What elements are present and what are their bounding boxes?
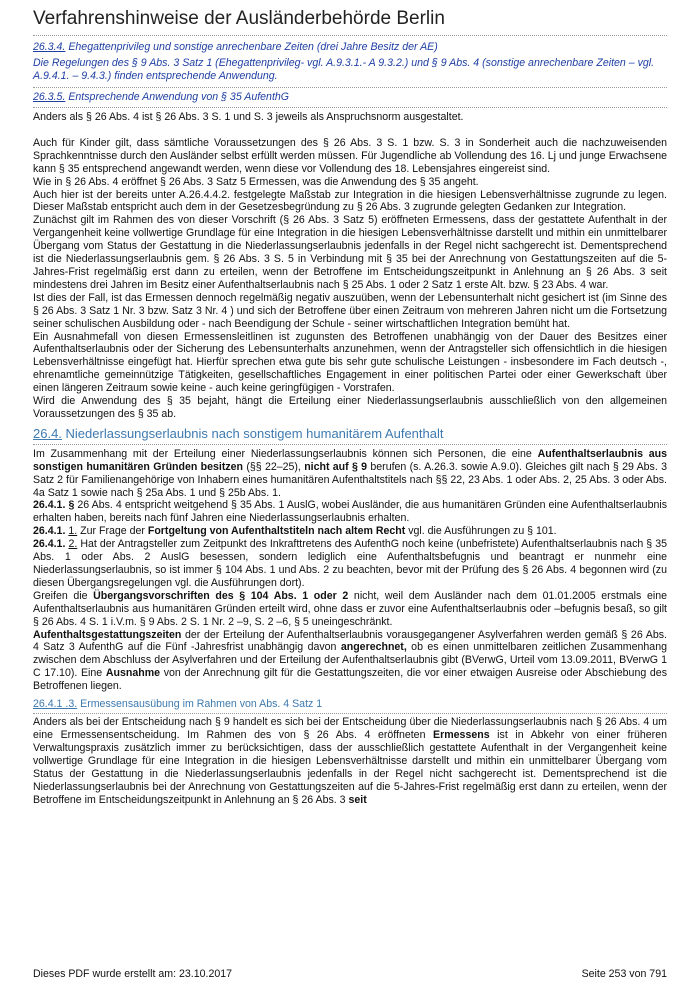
text: Anders als bei der Entscheidung nach § 9 handelt es sich bei der Entscheidung über die Niederlassungserlaubnis nach § 26 Abs. 4 um eine Ermessensentscheidung. Im Rahmen des von § 26 Abs. 4 eröffneten	[33, 716, 667, 741]
text: ob es einen unmittelbaren zeitlichen Zusammenhang zwischen dem Abschluss der Asylverfahren und der Erteilung der Aufenthaltserlaubnis gibt (BVerwG, Urteil vom 13.09.2011, BVerwG 1 C 17.10). Eine	[33, 641, 667, 680]
subnumber-link[interactable]: 2.	[68, 538, 78, 551]
subnumber-link[interactable]: 1.	[68, 525, 78, 538]
text: Greifen die	[33, 589, 94, 602]
paragraph-number: 26.4.1.	[33, 525, 66, 538]
paragraph: Anders als § 26 Abs. 4 ist § 26 Abs. 3 S. 1 und S. 3 jeweils als Anspruchsnorm ausgestaltet.	[33, 111, 464, 123]
section-heading-26-4	[33, 426, 667, 445]
page-number: Seite 253 von 791	[581, 968, 667, 980]
text: vgl. die Ausführungen zu § 101.	[405, 525, 557, 538]
text: berufen (s. A.26.3. sowie A.9.0). Gleiches gilt nach § 29 Abs. 3 Satz 2 für Familienangehörige von Inhabern eines humanitären Aufenthaltstitels nach §§ 22, 23 Abs. 1 oder Abs. 2, 25 Abs. 3 oder Abs. 4a Satz 1 sowie nach § 25a Abs. 1 und § 25b Abs. 1.	[33, 460, 667, 499]
creation-date: Dieses PDF wurde erstellt am: 23.10.2017	[33, 968, 233, 980]
subsection-heading-26-4-1-3	[33, 698, 667, 714]
document-body	[33, 41, 667, 806]
bold-text: Aufenthaltserlaubnis aus sonstigen humanitären Gründen besitzen	[33, 447, 667, 473]
heading-title: Entsprechende Anwendung von § 35 AufenthG	[65, 91, 290, 103]
paragraph: Wird die Anwendung des § 35 bejaht, hängt die Erteilung einer Niederlassungserlaubnis ausschließlich von den allgemeinen Voraussetzungen des § 35 ab.	[33, 395, 667, 420]
page-footer	[33, 968, 667, 980]
heading-title: Ehegattenprivileg und sonstige anrechenbare Zeiten (drei Jahre Besitz der AE)	[65, 41, 438, 53]
text: Zur Frage der	[77, 525, 148, 538]
bold-text: angerechnet,	[340, 641, 407, 654]
heading-26-3-4	[33, 41, 667, 54]
paragraph-number: 26.4.1. §	[33, 499, 75, 512]
heading-26-3-5	[33, 91, 667, 108]
paragraph-26-4-1-2	[33, 538, 667, 590]
text: ist in Abkehr von einer früheren Verwaltungspraxis zusätzlich immer zu berücksichtigen, dass der ausschließlich gestattete Aufenthalt in der Vergangenheit keine vollwertige Grundlage für eine Integration in die hiesigen Lebensverhältnisse darstellt und mithin ein unmittelbarer Übergang vom Status der Gestattung in die Niederlassungserlaubnis jedenfalls in der Regel nicht sachgerecht ist. Dementsprechend ist die Niederlassungserlaubnis bei der Anrechnung von Gestattungszeiten auf die 5-Jahres-Frist regelmäßig erst dann zu erteilen, wenn der Betroffene im Entscheidungszeitpunkt in Anlehnung an § 26 Abs. 3	[33, 728, 667, 806]
heading-number-link[interactable]: 26.3.5.	[33, 91, 66, 103]
text: 26 Abs. 4 entspricht weitgehend § 35 Abs. 1 AuslG, wobei Ausländer, die aus humanitären Gründen eine Aufenthaltserlaubnis erhalten haben, bereits nach fünf Jahren eine Niederlassungserlaubnis erhalten.	[33, 499, 668, 525]
paragraph: Zunächst gilt im Rahmen des von dieser Vorschrift (§ 26 Abs. 3 Satz 5) eröffneten Ermessens, dass der gestattete Aufenthalt in der Vergangenheit keine vollwertige Grundlage für eine Integration in die hiesigen Lebensverhältnisse darstellt und mithin ein unmittelbarer Übergang vom Status der Gestattung in die Niederlassungserlaubnis jedenfalls in der Regel nicht sachgerecht ist. Dementsprechend ist die Niederlassungserlaubnis gem. § 26 Abs. 3 S. 5 in Verbindung mit § 35 bei der Anrechnung von Gestattungszeiten auf die 5-Jahres-Frist regelmäßig erst dann zu erteilen, wenn der Betroffene im Entscheidungszeitpunkt in Anlehnung an § 26 Abs. 3 seit mindestens drei Jahren im Besitz einer Aufenthaltserlaubnis nach § 25 Abs. 1 oder 2 Satz 1 erste Alt. bzw. § 23 Abs. 4 war.	[33, 214, 667, 291]
bold-text: Ausnahme	[105, 667, 161, 680]
paragraph-26-4-1-1	[33, 525, 667, 538]
paragraph: Auch für Kinder gilt, dass sämtliche Voraussetzungen des § 26 Abs. 3 S. 1 bzw. S. 3 in Sonderheit auch die nachzuweisenden Sprachkenntnisse durch den Ausländer selbst erfüllt werden müssen. Für Jugendliche ab Vollendung des 16. Lj und junge Erwachsene kann § 35 entsprechend angewandt werden, wenn diese vor Vollendung des 18. Lebensjahres eingereist sind.	[33, 136, 667, 175]
paragraph	[33, 448, 667, 500]
paragraph-26-4-1	[33, 499, 667, 525]
subsection-number-link[interactable]: 26.4.1 .3.	[33, 698, 78, 711]
section-number-link[interactable]: 26.4.	[33, 425, 62, 441]
paragraph	[33, 716, 667, 806]
paragraph: Wie in § 26 Abs. 4 eröffnet § 26 Abs. 3 Satz 5 Ermessen, was die Anwendung des § 35 angeht.	[33, 175, 479, 188]
heading-number-link[interactable]: 26.3.4.	[33, 41, 66, 53]
text: Im Zusammenhang mit der Erteilung einer Niederlassungserlaubnis können sich Personen, die eine	[33, 447, 538, 460]
text: nicht, weil dem Ausländer nach dem 01.01.2005 erstmals eine Aufenthaltserlaubnis aus humanitären Gründen erteilt wird, ohne dass er zuvor eine Aufenthaltserlaubnis oder –befugnis besaß, so gilt § 26 Abs. 4 S. 1 i.V.m. § 9 Abs. 2 S. 1 Nr. 2 –9, S. 2 –6, § 5 uneingeschränkt.	[33, 589, 667, 628]
bold-text: Übergangsvorschriften des § 104 Abs. 1 oder 2	[93, 589, 349, 602]
bold-text: seit	[348, 793, 367, 806]
paragraph-number: 26.4.1.	[33, 538, 66, 551]
heading-26-3-4-body: Die Regelungen des § 9 Abs. 3 Satz 1 (Ehegattenprivileg- vgl. A.9.3.1.- A 9.3.2.) und § 9 Abs. 4 (sonstige anrechenbare Zeiten – vgl. A.9.4.1. – 9.4.3.) finden entsprechende Anwendung.	[33, 57, 667, 88]
paragraph	[33, 590, 667, 629]
text: der der Erteilung der Aufenthaltserlaubnis vorausgegangener Asylverfahren werden gemäß § 26 Abs. 4 Satz 3 AufenthG auf die Fünf -Jahresfrist unabhängig davon	[33, 628, 667, 654]
text: von der Anrechnung gilt für die Gestattungszeiten, die vor einer etwaigen Ausreise oder Abschiebung des Betroffenen liegen.	[33, 667, 667, 693]
bold-text: Ermessens	[433, 728, 490, 741]
section-title: Niederlassungserlaubnis nach sonstigem humanitärem Aufenthalt	[61, 425, 444, 441]
paragraph: Auch hier ist der bereits unter A.26.4.4.2. festgelegte Maßstab zur Integration in die hiesigen Lebensverhältnisse zugrunde zu legen. Dieser Maßstab entspricht auch dem in der Gesetzesbegründung zu § 26 Abs. 3 zugrunde gelegten Gedanken zur Integration.	[33, 188, 667, 214]
paragraph	[33, 629, 667, 694]
bold-text: nicht auf § 9	[304, 460, 368, 473]
bold-text: Aufenthaltsgestattungszeiten	[33, 628, 182, 641]
text: (§§ 22–25),	[243, 460, 305, 473]
paragraph: Ist dies der Fall, ist das Ermessen dennoch regelmäßig negativ auszuüben, wenn der Lebensunterhalt nicht gesichert ist (im Sinne des § 26 Abs. 3 Satz 1 Nr. 3 bzw. Satz 3 Nr. 4 ) und sich der Betroffene über einen Zeitraum von mehreren Jahren nicht um die Fortsetzung seiner schulischen Ausbildung oder - nach Beendigung der Schule - seiner wirtschaftlichen Integration bemüht hat.	[33, 291, 667, 330]
text: Hat der Antragsteller zum Zeitpunkt des Inkrafttretens des AufenthG noch keine (unbefristete) Aufenthaltserlaubnis nach § 35 Abs. 1 oder Abs. 2 AuslG besessen, sondern lediglich eine Aufenthaltsbefugnis und beantragt er nunmehr eine Niederlassungserlaubnis, so ist immer § 104 Abs. 1 und Abs. 2 zu beachten, bevor mit der Prüfung des § 26 Abs. 4 begonnen wird (zu diesen Übergangsregelungen vgl. die Ausführungen dort).	[33, 538, 668, 589]
bold-text: Fortgeltung von Aufenthaltstiteln nach altem Recht	[147, 525, 406, 538]
paragraph: Ein Ausnahmefall von diesen Ermessensleitlinen ist zugunsten des Betroffenen unabhängig von der Dauer des Besitzes einer Aufenthaltserlaubnis oder der Sicherung des Lebensunterhalts anzunehmen, wenn der Antragsteller sich offensichtlich in die hiesigen Lebensverhältnisse eingefügt hat. Hierfür sprechen etwa gute bis sehr gute schulische Leistungen - insbesondere im Fach deutsch -, ehrenamtliche gemeinnützige Tätigkeiten, gesellschaftliches Engagement in einer politischen Partei oder einer Gewerkschaft über einen längeren Zeitraum sowie keine - auch keine geringfügigen - Vorstrafen.	[33, 330, 667, 395]
subsection-title: Ermessensausübung im Rahmen von Abs. 4 Satz 1	[77, 698, 323, 711]
page-title: Verfahrenshinweise der Ausländerbehörde Berlin	[33, 8, 667, 36]
